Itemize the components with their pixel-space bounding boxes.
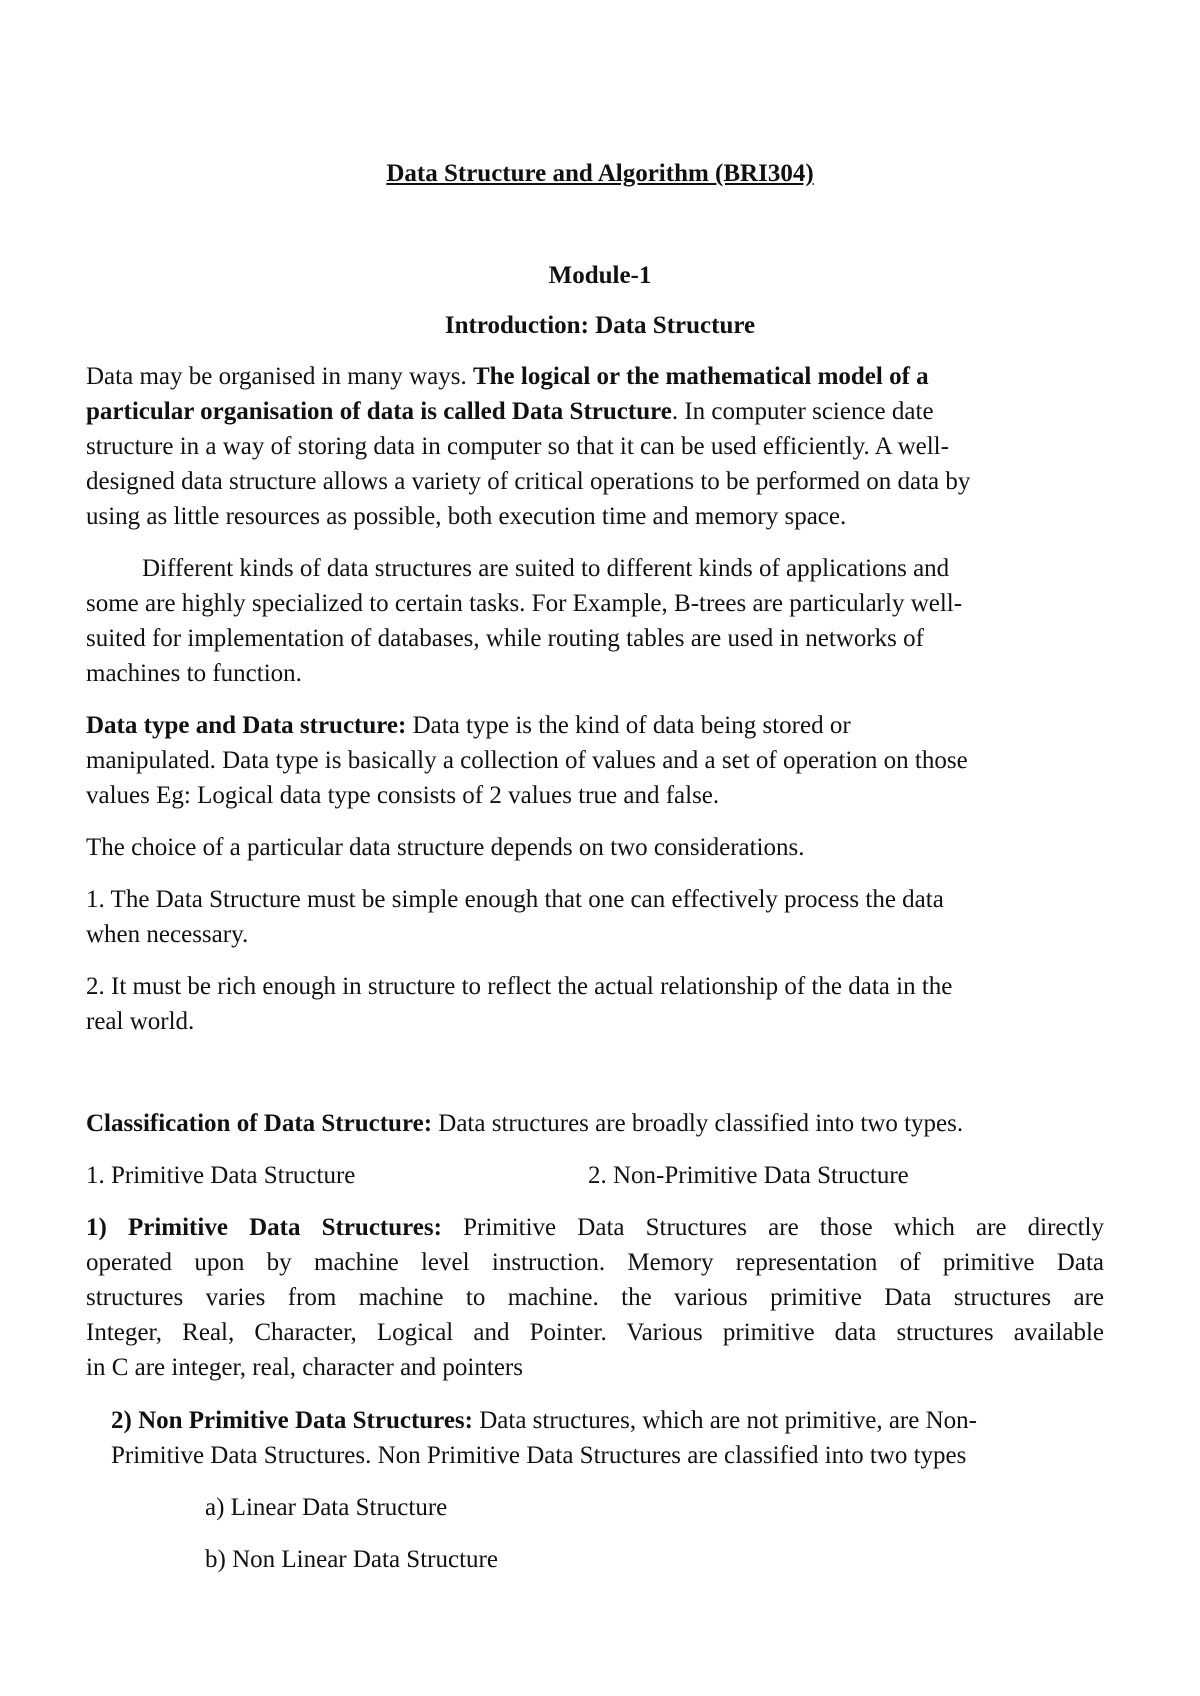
intro-line-5: using as little resources as possible, both execution time and memory space. [86,503,847,530]
kinds-line-2: some are highly specialized to certain tasks. For Example, B-trees are particularly well- [86,590,963,617]
nonprimitive-line-1: 2) Non Primitive Data Structures: Data structures, which are not primitive, are Non- [111,1407,977,1434]
consideration-1-line-2: when necessary. [86,921,249,948]
intro-line-4: designed data structure allows a variety of critical operations to be performed on data by [86,468,971,495]
datatype-line-3: values Eg: Logical data type consists of 2 values true and false. [86,782,720,809]
kinds-line-4: machines to function. [86,660,302,687]
primitive-line-3: structures varies from machine to machine. the various primitive Data structures are [86,1284,1104,1311]
classification-line: Classification of Data Structure: Data structures are broadly classified into two types. [86,1110,964,1137]
datatype-line-2: manipulated. Data type is basically a collection of values and a set of operation on those [86,747,968,774]
intro-line-1: Data may be organised in many ways. The logical or the mathematical model of a [86,363,929,390]
nonprimitive-type-a: a) Linear Data Structure [205,1494,448,1521]
classification-type-2: 2. Non-Primitive Data Structure [588,1162,909,1189]
nonprimitive-type-b: b) Non Linear Data Structure [205,1546,498,1573]
document-title: Data Structure and Algorithm (BRI304) [386,160,814,187]
consideration-2-line-1: 2. It must be rich enough in structure to reflect the actual relationship of the data in the [86,973,953,1000]
consideration-2-line-2: real world. [86,1008,195,1035]
intro-line-2: particular organisation of data is called Data Structure. In computer science date [86,398,934,425]
intro-line-3: structure in a way of storing data in computer so that it can be used efficiently. A well- [86,433,949,460]
primitive-line-1: 1) Primitive Data Structures: Primitive Data Structures are those which are directly [86,1214,1104,1241]
choice-text: The choice of a particular data structure depends on two considerations. [86,834,805,861]
consideration-1-line-1: 1. The Data Structure must be simple enough that one can effectively process the data [86,886,944,913]
primitive-line-5: in C are integer, real, character and pointers [86,1354,523,1381]
datatype-line-1: Data type and Data structure: Data type is the kind of data being stored or [86,712,851,739]
section-heading: Introduction: Data Structure [444,312,756,339]
classification-type-1: 1. Primitive Data Structure [86,1162,356,1189]
kinds-line-1: Different kinds of data structures are suited to different kinds of applications and [142,555,950,582]
module-heading: Module-1 [548,262,652,289]
primitive-line-4: Integer, Real, Character, Logical and Pointer. Various primitive data structures available [86,1319,1104,1346]
primitive-line-2: operated upon by machine level instruction. Memory representation of primitive Data [86,1249,1104,1276]
kinds-line-3: suited for implementation of databases, while routing tables are used in networks of [86,625,924,652]
nonprimitive-line-2: Primitive Data Structures. Non Primitive Data Structures are classified into two types [111,1442,967,1469]
